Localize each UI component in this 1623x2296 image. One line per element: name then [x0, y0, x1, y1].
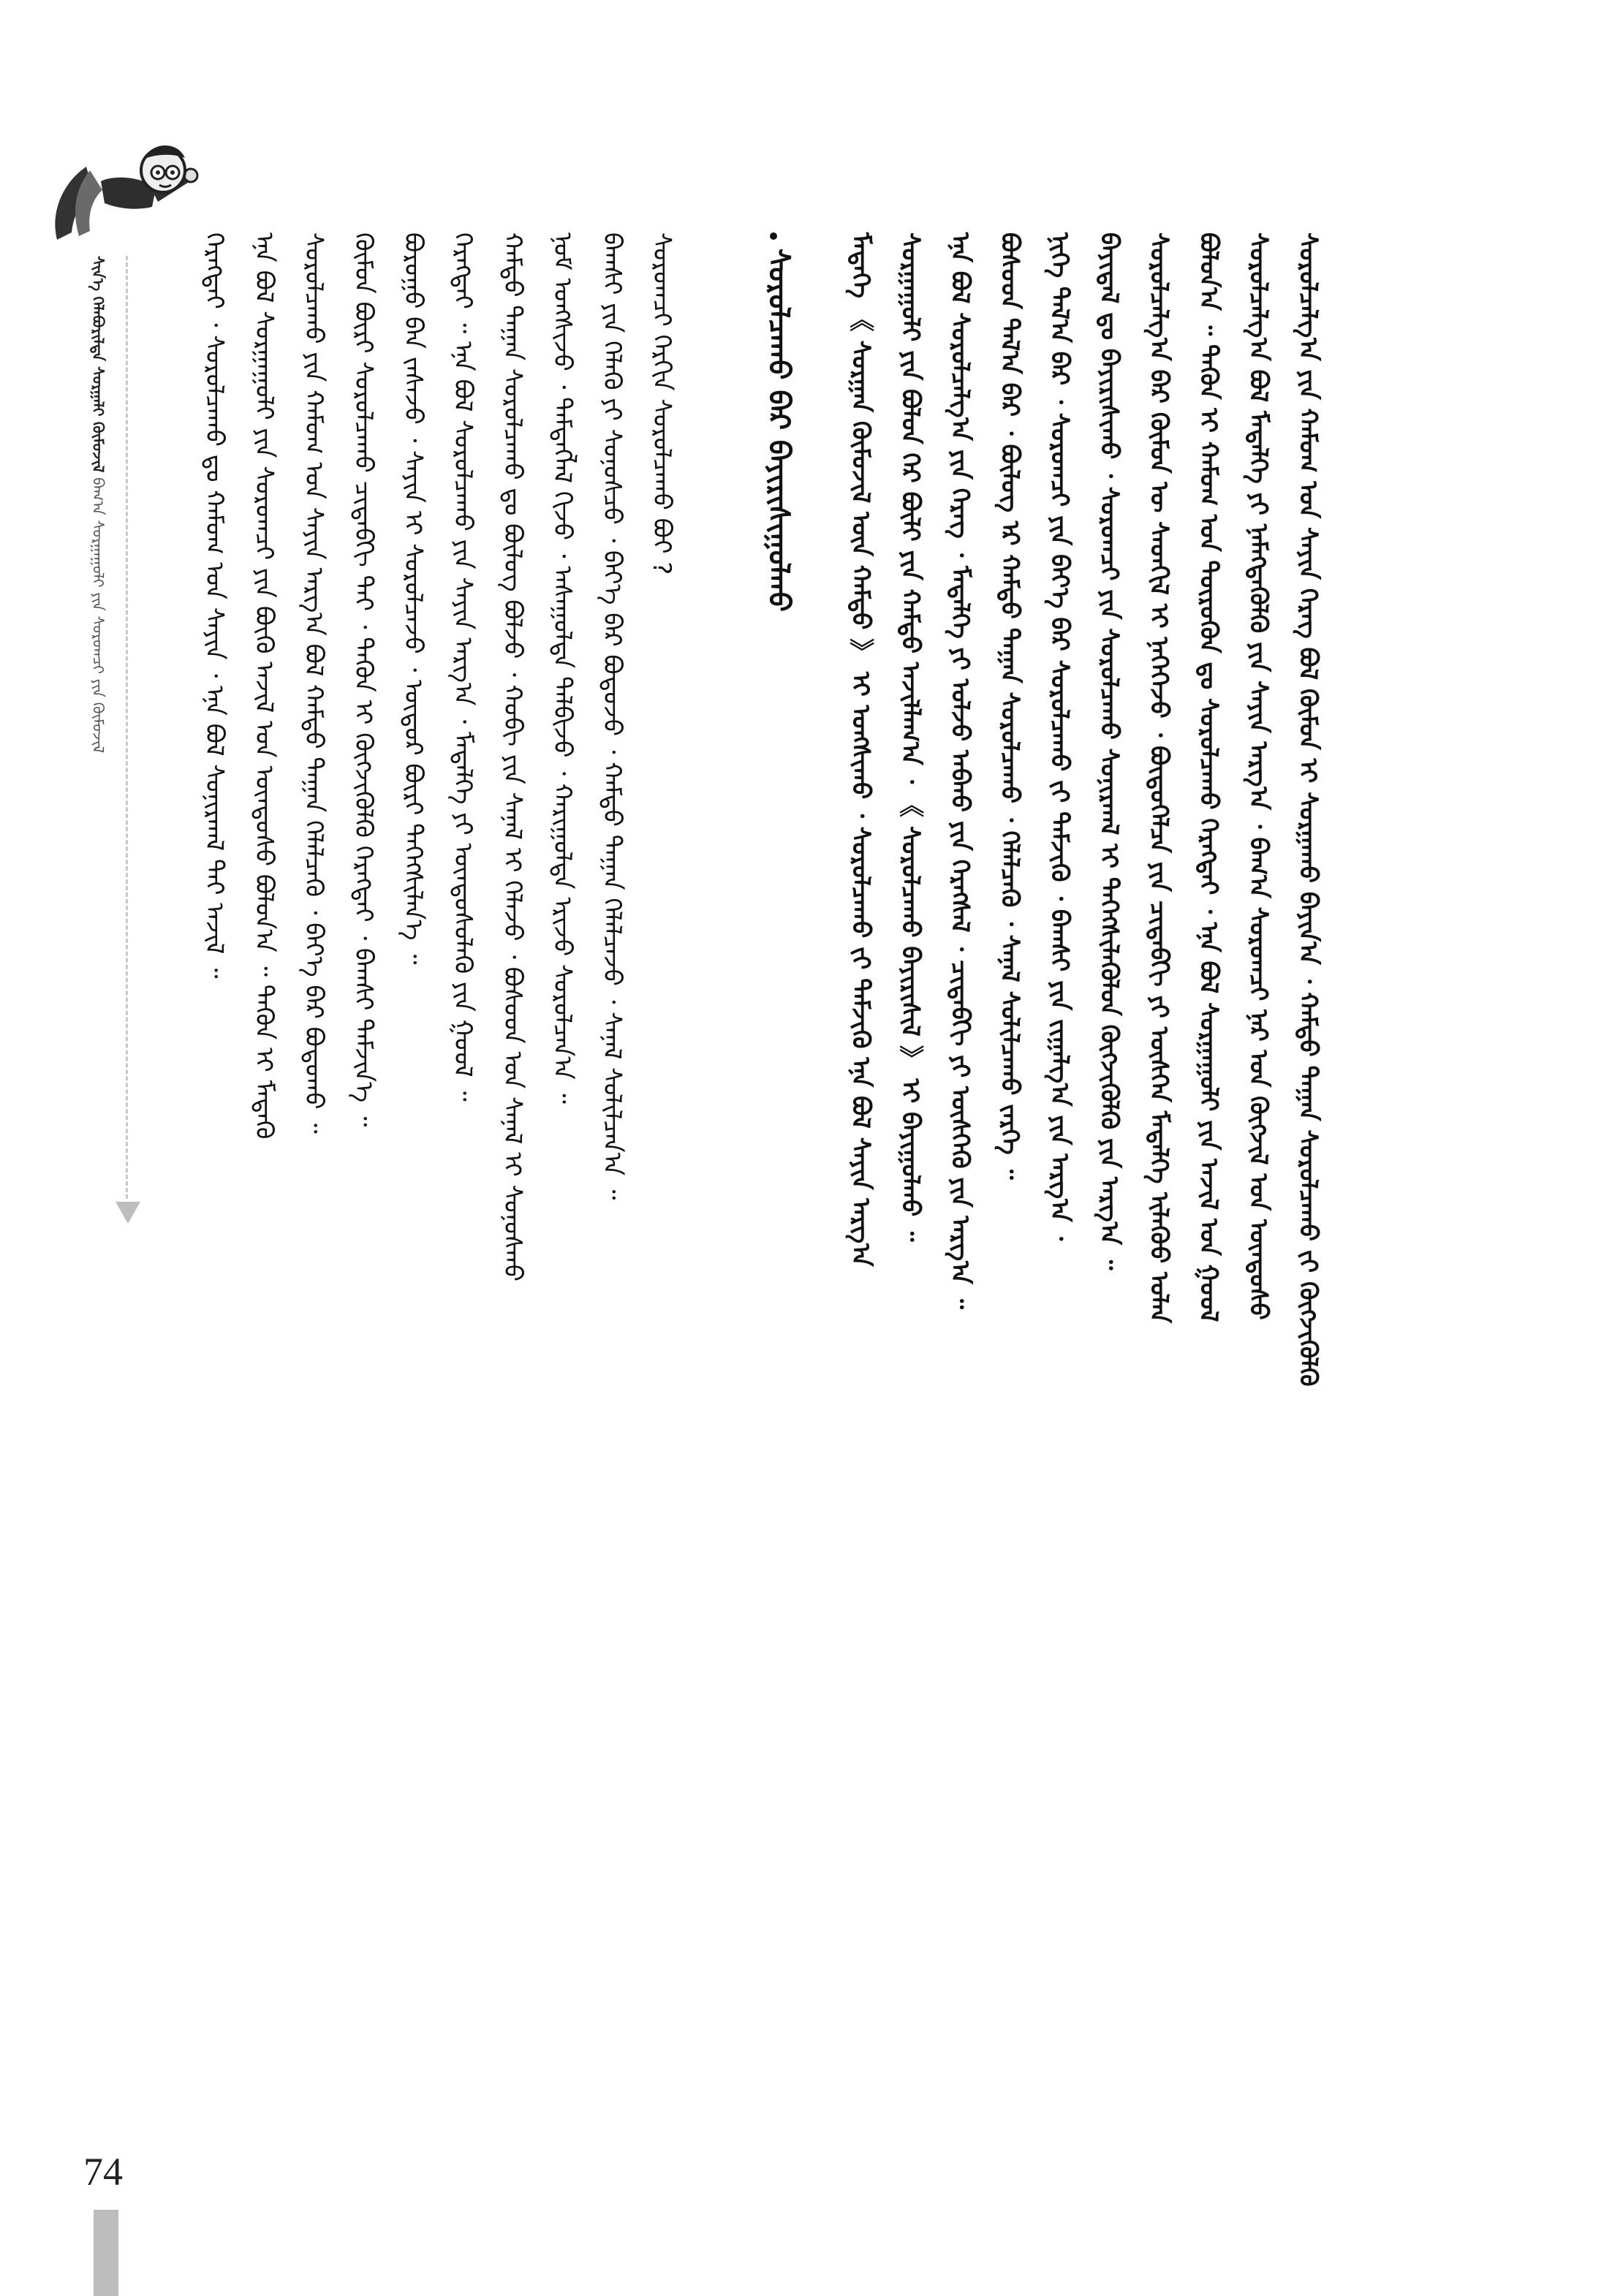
text-column: ᠬᠠᠮᠲᠤ ᠳᠠᠭᠠᠨ ᠰᠤᠷᠤᠯᠴᠠᠬᠤ ᠳᠤ ᠪᠦᠯᠦᠭ ᠪᠣᠯᠵᠤ ᠂ ᠬᠤᠪᠢ ᠶᠢᠨ ᠰᠠᠨᠠᠯ ᠢ ᠬᠡᠯᠡᠵᠦ ᠂ ᠪᠤᠰᠤᠳ ᠤᠨ ᠰᠠᠨᠠᠯ ᠢ ᠰᠣᠨᠣᠰᠬᠤ: [498, 232, 527, 1282]
text-column: ᠬᠦᠮᠦᠨ ᠪᠦᠷᠢ ᠰᠤᠷᠤᠯᠴᠠᠬᠤ ᠴᠢᠳᠠᠪᠬᠢ ᠲᠠᠢ ᠂ ᠲᠡᠭᠦᠨ ᠢ ᠬᠥᠭᠵᠢᠭᠦᠯᠬᠦ ᠬᠡᠷᠡᠭᠲᠡᠢ ᠂ ᠪᠠᠭᠰᠢ ᠳᠡᠮᠵᠢᠨ᠎ᠡ ᠃: [349, 232, 378, 1127]
running-header: [88, 256, 115, 753]
text-column: ᠰᠤᠷᠤᠯᠴᠠᠯᠭ᠎ᠠ ᠪᠤᠯ ᠮᠡᠳᠡᠯᠭᠡ ᠶᠢ ᠨᠡᠮᠡᠭᠳᠡᠭᠦᠯᠬᠦ ᠶᠢᠨ ᠰᠠᠶᠢᠨ ᠠᠷᠭ᠎ᠠ ᠂ ᠪᠠᠭ᠎ᠠ ᠰᠤᠷᠤᠭᠴᠢ ᠨᠠᠷ ᠤᠨ ᠬᠥᠭᠵᠢᠯ ᠤᠨ ᠦᠨᠳᠦᠰᠦ: [1244, 232, 1273, 1320]
text-column: ᠡᠨᠡ ᠪᠤᠯ ᠰᠤᠷᠭᠠᠭᠤᠯᠢ ᠶᠢᠨ ᠰᠤᠷᠤᠭᠴᠢ ᠶᠢᠨ ᠪᠦᠬᠦ ᠠᠵᠢᠯ ᠤᠨ ᠦᠨᠳᠦᠰᠦ ᠪᠣᠯᠤᠨ᠎ᠠ ᠃ ᠲᠡᠭᠦᠨ ᠢ ᠮᠡᠳᠡᠬᠦ: [249, 232, 279, 1140]
header-arrow-icon: [116, 1202, 140, 1224]
text-column: ᠰᠤᠷᠤᠯᠴᠠᠯᠭ᠎ᠠ ᠪᠠᠷ ᠬᠦᠮᠦᠨ ᠦ ᠰᠡᠳᠬᠢᠯ ᠢ ᠨᠡᠭᠡᠭᠡᠵᠦ ᠂ ᠪᠦᠲᠦᠭᠡᠯᠴᠡ ᠶᠢᠨ ᠴᠢᠳᠠᠪᠬᠢ ᠶᠢ ᠥᠰᠬᠡᠨ ᠮᠡᠳᠡᠯᠭᠡ ᠢᠯᠡᠭᠦᠦ ᠣᠯᠠᠨ: [1144, 232, 1173, 1324]
text-column: ᠪᠠᠶᠢᠳᠠᠯ ᠳᠤ ᠪᠠᠶᠢᠷᠢᠰᠢᠬᠤ ᠂ ᠰᠤᠷᠤᠭᠴᠢ ᠶᠢᠨ ᠰᠤᠷᠤᠯᠴᠠᠬᠤ ᠰᠣᠨᠢᠷᠬᠠᠯ ᠢ ᠳᠡᠭᠡᠭᠰᠢᠯᠡᠭᠦᠯᠦᠨ ᠬᠥᠭᠵᠢᠭᠦᠯᠬᠦ ᠶᠢᠨ ᠠᠷᠭ᠎ᠠ ᠃: [1094, 232, 1124, 1270]
text-column: ᠮᠡᠳᠡᠭᠡ 《 ᠰᠤᠷᠭᠠᠨ ᠬᠦᠮᠦᠵᠢᠯ ᠦᠨ ᠬᠠᠮᠲᠤ 》 ᠢ ᠤᠩᠰᠢᠬᠤ ᠂ ᠰᠤᠷᠤᠯᠴᠠᠬᠤ ᠵᠢ ᠳᠡᠮᠵᠢᠬᠦ ᠡᠨᠡ ᠪᠤᠯ ᠰᠠᠶᠢᠨ ᠠᠷᠭ᠎ᠠ: [846, 232, 875, 1267]
page-edge-tab: [94, 2210, 118, 2296]
text-column: ᠪᠠᠭᠰᠢ ᠶᠢᠨ ᠬᠡᠯᠡᠬᠦ ᠶᠢ ᠰᠣᠨᠣᠰᠴᠤ ᠂ ᠪᠡᠶ᠎ᠡ ᠪᠡᠷ ᠪᠣᠳᠤᠵᠤ ᠂ ᠬᠠᠮᠲᠤ ᠳᠠᠭᠠᠨ ᠬᠡᠯᠡᠯᠴᠡᠵᠦ ᠂ ᠰᠠᠨᠠᠯ ᠰᠣᠯᠢᠯᠴᠠᠨ᠎ᠠ ᠃: [597, 232, 627, 1200]
header-divider: [126, 256, 128, 1199]
page-number: 74: [83, 2150, 123, 2194]
heading-bullet-icon: [770, 232, 777, 240]
text-column: ᠬᠡᠷᠡᠭᠲᠡᠢ ᠂ ᠰᠤᠷᠤᠯᠴᠠᠬᠤ ᠳᠤ ᠬᠠᠮᠤᠭ ᠤᠨ ᠰᠠᠶᠢᠨ ᠂ ᠡᠨᠡ ᠪᠤᠯ ᠰᠣᠨᠢᠷᠬᠠᠯ ᠲᠠᠢ ᠠᠵᠢᠯ ᠃: [200, 232, 229, 979]
section-heading: ᠰᠤᠷᠤᠯᠴᠠᠬᠤ ᠪᠠᠷ ᠪᠠᠶᠢᠷᠢᠰᠢᠭᠤᠯᠬᠤ: [762, 249, 795, 612]
text-column: ᠪᠣᠯᠤᠨ᠎ᠠ ᠃ ᠲᠡᠭᠦᠨ ᠢ ᠬᠠᠮᠤᠭ ᠤᠨ ᠲᠦᠷᠦᠭᠦᠨ ᠳᠤ ᠰᠤᠷᠤᠯᠴᠠᠬᠤ ᠬᠡᠷᠡᠭᠲᠡᠢ ᠂ ᠡᠨᠡ ᠪᠤᠯ ᠰᠤᠷᠭᠠᠭᠤᠯᠢ ᠶᠢᠨ ᠠᠵᠢᠯ ᠤᠨ ᠭᠣᠣᠯ: [1194, 232, 1223, 1322]
text-column: ᠡᠨᠡ ᠪᠤᠯ ᠰᠤᠷᠤᠯᠴᠠᠯᠭ᠎ᠠ ᠶᠢᠨ ᠬᠡᠷᠡᠭ ᠂ ᠮᠡᠳᠡᠯᠭᠡ ᠶᠢ ᠣᠯᠵᠤ ᠠᠪᠬᠤ ᠶᠢᠨ ᠬᠡᠷᠡᠭᠰᠡᠯ ᠂ ᠴᠢᠳᠠᠪᠬᠢ ᠶᠢ ᠥᠰᠬᠡᠬᠦ ᠶᠢᠨ ᠠᠷᠭ᠎ᠠ ᠃: [945, 232, 975, 1309]
mascot-illustration: [35, 137, 203, 247]
text-column: ᠰᠤᠷᠤᠭᠴᠢ ᠬᠡᠷᠬᠢᠨ ᠰᠤᠷᠤᠯᠴᠠᠬᠤ ᠪᠤᠢ ?: [647, 232, 676, 575]
text-column: ᠬᠡᠷᠡᠭᠲᠡᠢ ᠃ ᠡᠨᠡ ᠪᠤᠯ ᠰᠤᠷᠤᠯᠴᠠᠬᠤ ᠶᠢᠨ ᠰᠠᠶᠢᠨ ᠠᠷᠭ᠎ᠠ ᠂ ᠮᠡᠳᠡᠯᠭᠡ ᠶᠢ ᠦᠨᠳᠦᠰᠦᠯᠡᠬᠦ ᠶᠢᠨ ᠭᠣᠣᠯ ᠃: [448, 232, 477, 1102]
header-label: ᠪᠠᠭ᠎ᠠ ᠰᠤᠷᠭᠠᠭᠤᠯᠢ ᠶᠢᠨ ᠰᠤᠷᠤᠭᠴᠢ ᠶᠢᠨ ᠬᠥᠮᠦᠵᠢᠯ: [89, 477, 107, 754]
text-column: ᠨᠣᠮ ᠤᠩᠰᠢᠵᠤ ᠂ ᠲᠡᠮᠳᠡᠭᠯᠡᠯ ᠬᠢᠵᠦ ᠂ ᠠᠰᠠᠭᠤᠯᠲᠠ ᠲᠠᠯᠪᠢᠵᠤ ᠂ ᠬᠠᠷᠢᠭᠤᠯᠲᠠ ᠡᠷᠢᠵᠦ ᠰᠤᠷᠤᠯᠴᠠᠨ᠎ᠠ ᠃: [548, 232, 577, 1105]
header-label-bold: ᠰᠢᠨ᠎ᠡ ᠬᠡᠯᠡᠪᠦᠷᠢᠯᠲᠡ ᠰᠤᠷᠭᠠᠯᠢ ᠬᠥᠮᠦᠵᠢᠯ: [89, 256, 107, 473]
text-column: ᠨᠢᠭᠡ ᠲᠠᠯ᠎ᠠ ᠪᠠᠷ ᠂ ᠰᠤᠷᠤᠭᠴᠢ ᠶᠢᠨ ᠪᠡᠶ᠎ᠡ ᠪᠡᠷ ᠰᠤᠷᠤᠯᠴᠠᠬᠤ ᠵᠢ ᠳᠡᠮᠵᠢᠬᠦ ᠂ ᠪᠠᠭᠰᠢ ᠶᠢᠨ ᠵᠢᠭᠠᠯᠭ᠎ᠠ ᠶᠢᠨ ᠠᠷᠭ᠎ᠠ ᠂: [1045, 232, 1074, 1241]
text-column: ᠰᠤᠷᠤᠯᠴᠠᠬᠤ ᠶᠢᠨ ᠬᠠᠮᠤᠭ ᠤᠨ ᠰᠠᠶᠢᠨ ᠠᠷᠭ᠎ᠠ ᠪᠤᠯ ᠬᠠᠮᠲᠤ ᠳᠠᠭᠠᠨ ᠬᠡᠯᠡᠯᠴᠡᠬᠦ ᠂ ᠪᠡᠶ᠎ᠡ ᠪᠡᠷ ᠪᠣᠳᠤᠬᠤ ᠃: [299, 232, 328, 1134]
text-column: ᠰᠤᠷᠭᠠᠭᠤᠯᠢ ᠶᠢᠨ ᠪᠤᠯᠤᠨ ᠭᠡᠷ ᠪᠦᠯᠢ ᠶᠢᠨ ᠬᠠᠮᠲᠤ ᠠᠵᠢᠯᠯᠠᠭ᠎ᠠ ᠂ 《 ᠰᠤᠷᠤᠯᠴᠠᠬᠤ ᠪᠠᠶᠢᠷᠢᠰᠢᠯ 》 ᠢ ᠪᠠᠶᠢᠭᠤᠯᠬᠤ ᠃: [896, 232, 925, 1242]
text-column: ᠰᠤᠷᠤᠯᠴᠠᠯᠭ᠎ᠠ ᠶᠢᠨ ᠬᠠᠮᠤᠭ ᠤᠨ ᠰᠠᠶᠢᠨ ᠬᠡᠷᠡᠭ ᠪᠤᠯ ᠬᠦᠮᠦᠨ ᠢ ᠰᠤᠷᠭᠠᠬᠤ ᠪᠠᠶᠢᠨ᠎ᠠ ᠂ ᠬᠠᠮᠲᠤ ᠳᠠᠭᠠᠨ ᠰᠤᠷᠤᠯᠴᠠᠬᠤ ᠵᠢ ᠬᠥᠭᠵᠢᠭᠦᠯᠬᠦ: [1293, 232, 1323, 1387]
text-column: ᠪᠤᠰᠤᠳ ᠲᠠᠯ᠎ᠠ ᠪᠠᠷ ᠂ ᠪᠦᠯᠦᠭ ᠡᠷ ᠬᠠᠮᠲᠤ ᠳᠠᠭᠠᠨ ᠰᠤᠷᠤᠯᠴᠠᠬᠤ ᠂ ᠬᠡᠯᠡᠯᠴᠡᠬᠦ ᠂ ᠰᠠᠨᠠᠯ ᠰᠣᠯᠢᠯᠴᠠᠬᠤ ᠵᠡᠷᠭᠡ ᠃: [995, 232, 1024, 1180]
text-column: ᠪᠤᠷᠤᠭᠤ ᠪᠠᠨ ᠵᠠᠰᠠᠵᠤ ᠂ ᠰᠠᠶᠢᠨ ᠢ ᠰᠤᠷᠤᠯᠴᠠᠵᠤ ᠂ ᠥᠳᠦᠷ ᠪᠦᠷᠢ ᠳᠡᠭᠡᠭᠰᠢᠯᠡᠨ᠎ᠡ ᠃: [398, 232, 428, 965]
